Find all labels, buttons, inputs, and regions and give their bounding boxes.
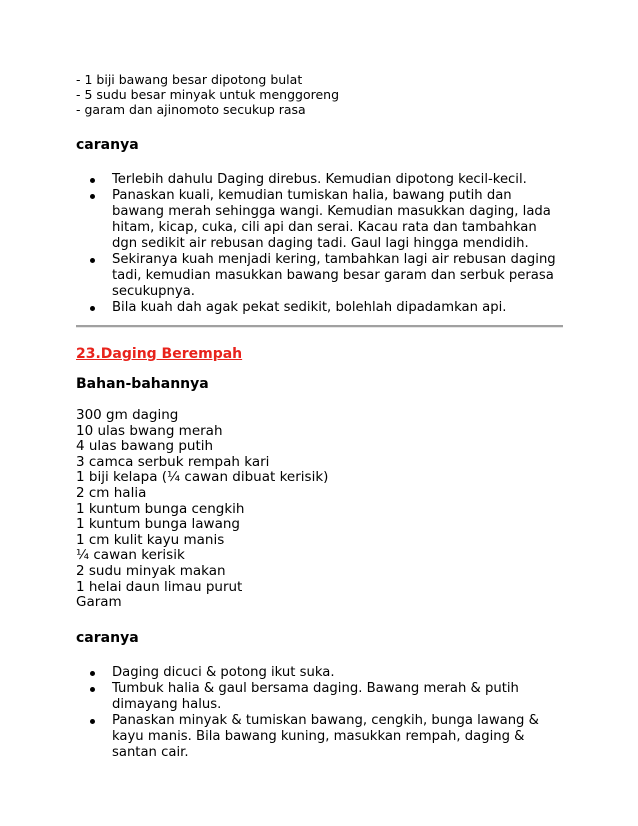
recipe-1-section [76, 72, 566, 316]
list-item: ¼ cawan kerisik [76, 547, 185, 564]
bullet-icon [90, 194, 95, 199]
step-text: Daging dicuci & potong ikut suka. [112, 664, 335, 680]
list-item: 10 ulas bwang merah [76, 422, 223, 439]
list-item: 1 kuntum bunga cengkih [76, 500, 245, 517]
step-text: Terlebih dahulu Daging direbus. Kemudian dipotong kecil-kecil. [112, 172, 527, 187]
recipe-title[interactable]: 23.Daging Berempah [76, 346, 243, 362]
bullet-icon [90, 687, 95, 692]
list-item [76, 300, 566, 316]
list-item: 4 ulas bawang putih [76, 438, 214, 455]
list-item: 2 cm halia [76, 484, 147, 501]
section-divider [76, 325, 563, 328]
list-item: 2 sudu minyak makan [76, 562, 226, 579]
list-item: 1 kuntum bunga lawang [76, 516, 240, 533]
method-steps-list [76, 172, 566, 316]
ingredient-line: - garam dan ajinomoto secukup rasa [76, 102, 306, 117]
bullet-icon [90, 671, 95, 676]
list-item [76, 665, 566, 681]
ingredients-list [76, 408, 566, 611]
bullet-icon [90, 719, 95, 724]
list-item [76, 172, 566, 188]
list-item [76, 252, 566, 300]
list-item [76, 681, 566, 713]
recipe-2-section [76, 346, 566, 761]
list-item: Garam [76, 594, 122, 611]
list-item [76, 188, 566, 252]
list-item: 300 gm daging [76, 407, 179, 423]
ingredient-line: - 5 sudu besar minyak untuk menggoreng [76, 87, 340, 102]
bullet-icon [90, 306, 95, 311]
method-steps-list [76, 665, 566, 761]
step-text: Tumbuk halia & gaul bersama daging. Bawang merah & putih dimayang halus. [112, 680, 519, 712]
bullet-icon [90, 178, 95, 183]
list-item: 1 biji kelapa (¼ cawan dibuat kerisik) [76, 469, 329, 486]
step-text: Panaskan minyak & tumiskan bawang, cengkih, bunga lawang & kayu manis. Bila bawang kuning, masukkan rempah, daging & santan cair. [112, 712, 539, 760]
method-heading: caranya [76, 629, 139, 646]
step-text: Sekiranya kuah menjadi kering, tambahkan lagi air rebusan daging tadi, kemudian masukkan bawang besar garam dan serbuk perasa secukupnya. [112, 252, 556, 299]
ingredient-line: - 1 biji bawang besar dipotong bulat [76, 72, 303, 87]
method-heading: caranya [76, 137, 139, 153]
list-item: 3 camca serbuk rempah kari [76, 453, 270, 470]
list-item [76, 713, 566, 761]
list-item: 1 cm kulit kayu manis [76, 531, 225, 548]
ingredients-heading: Bahan-bahannya [76, 376, 209, 392]
step-text: Bila kuah dah agak pekat sedikit, bolehlah dipadamkan api. [112, 300, 507, 315]
ingredient-tail-list [76, 72, 566, 117]
step-text: Panaskan kuali, kemudian tumiskan halia, bawang putih dan bawang merah sehingga wangi. Kemudian masukkan daging, lada hitam, kicap, cuka, cili api dan serai. Kacau rata dan tambahkan dgn sedikit air rebusan daging tadi. Gaul lagi hingga mendidih. [112, 188, 551, 251]
bullet-icon [90, 258, 95, 263]
list-item: 1 helai daun limau purut [76, 578, 243, 595]
